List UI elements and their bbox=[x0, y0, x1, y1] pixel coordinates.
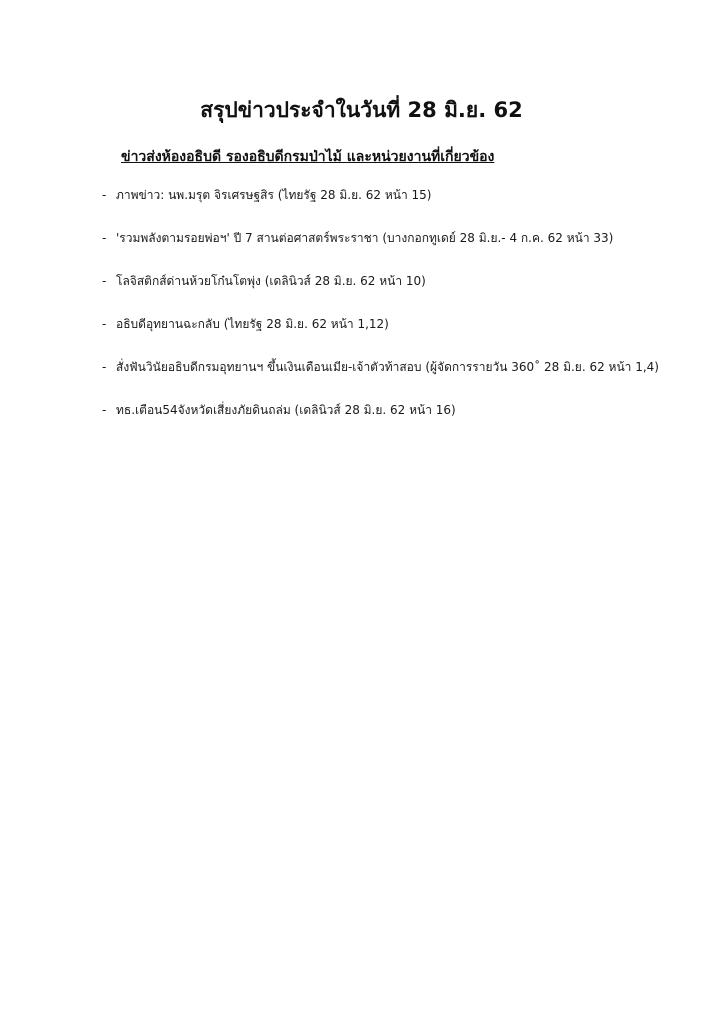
news-item-text: ภาพข่าว: นพ.มรุต จิรเศรษฐสิร (ไทยรัฐ 28 มิ.ย. 62 หน้า 15) bbox=[116, 188, 432, 202]
news-item-text: อธิบดีอุทยานฉะกลับ (ไทยรัฐ 28 มิ.ย. 62 หน้า 1,12) bbox=[116, 317, 389, 331]
list-item bbox=[102, 315, 659, 358]
list-item bbox=[102, 272, 659, 315]
list-item bbox=[102, 229, 659, 272]
bullet-dash: - bbox=[102, 231, 107, 245]
bullet-dash: - bbox=[102, 274, 107, 288]
page-title: สรุปข่าวประจำในวันที่ 28 มิ.ย. 62 bbox=[200, 98, 523, 122]
list-item bbox=[102, 186, 659, 229]
news-item-text: โลจิสติกส์ด่านห้วยโก๋นโตพุ่ง (เดลินิวส์ 28 มิ.ย. 62 หน้า 10) bbox=[116, 274, 426, 288]
bullet-dash: - bbox=[102, 403, 107, 417]
section-heading: ข่าวส่งห้องอธิบดี รองอธิบดีกรมป่าไม้ และหน่วยงานที่เกี่ยวข้อง bbox=[121, 149, 495, 165]
bullet-dash: - bbox=[102, 188, 107, 202]
news-item-text: สั่งฟันวินัยอธิบดีกรมอุทยานฯ ขึ้นเงินเดือนเมีย-เจ้าตัวท้าสอบ (ผู้จัดการรายวัน 360˚ 28 มิ.ย. 62 หน้า 1,4) bbox=[116, 360, 659, 374]
news-item-text: ทธ.เตือน54จังหวัดเสี่ยงภัยดินถล่ม (เดลินิวส์ 28 มิ.ย. 62 หน้า 16) bbox=[116, 403, 456, 417]
list-item bbox=[102, 358, 659, 401]
bullet-dash: - bbox=[102, 317, 107, 331]
news-list bbox=[102, 186, 659, 444]
news-item-text: 'รวมพลังตามรอยพ่อฯ' ปี 7 สานต่อศาสตร์พระราชา (บางกอกทูเดย์ 28 มิ.ย.- 4 ก.ค. 62 หน้า 33) bbox=[116, 231, 614, 245]
list-item bbox=[102, 401, 659, 444]
bullet-dash: - bbox=[102, 360, 107, 374]
